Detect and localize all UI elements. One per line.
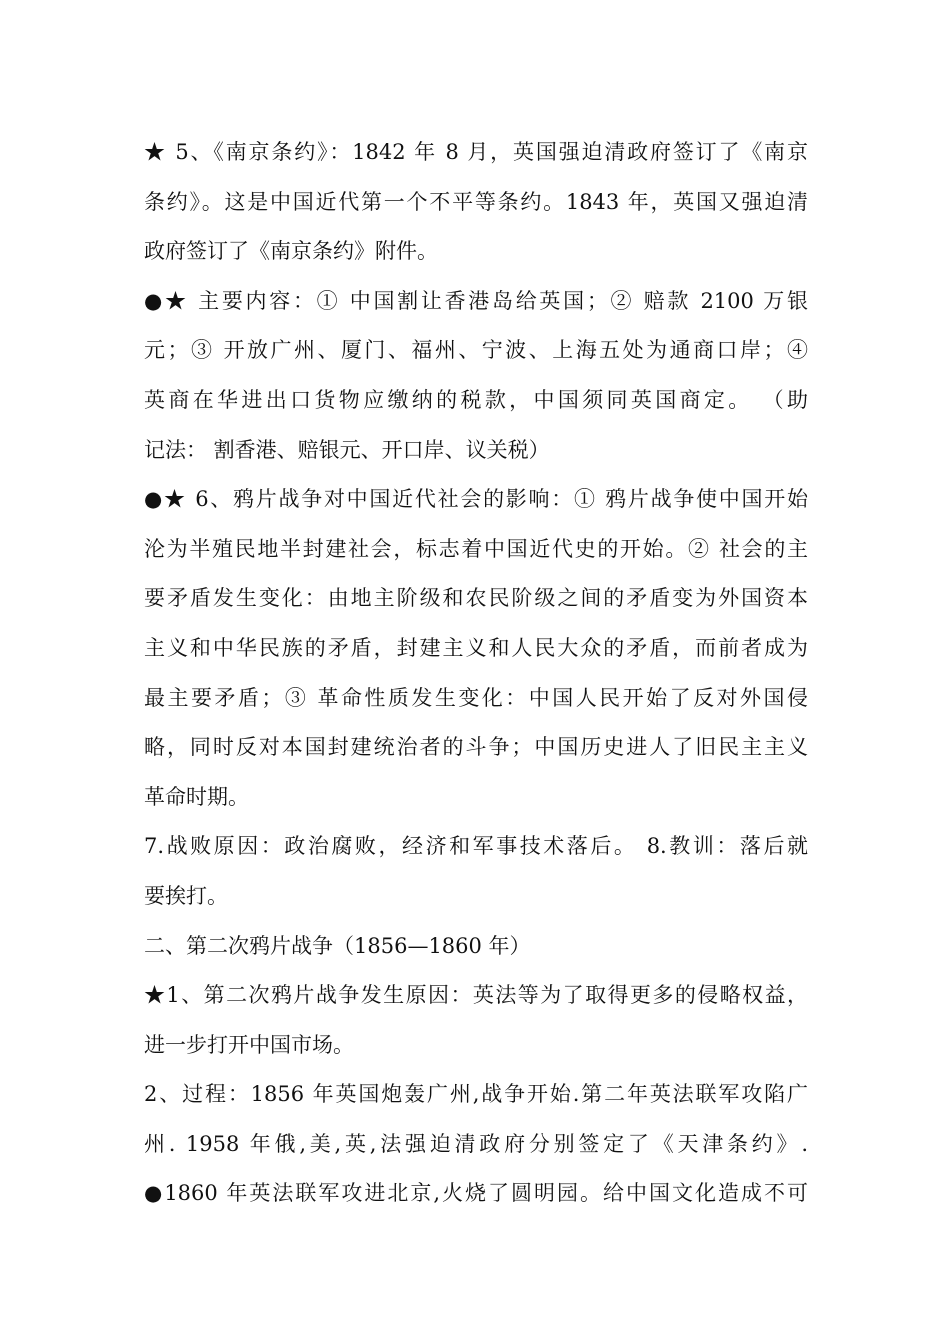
text-line: ●★ 主要内容：① 中国割让香港岛给英国；② 赔款 2100 万银 (144, 288, 808, 313)
paragraph-defeat-reasons (144, 822, 808, 921)
text-line: ★1、第二次鸦片战争发生原因：英法等为了取得更多的侵略权益， (144, 983, 808, 1008)
text-line: ★ 5、《南京条约》：1842 年 8 月，英国强迫清政府签订了《南京 (144, 140, 808, 164)
text-line: 沦为半殖民地半封建社会，标志着中国近代史的开始。② 社会的主 (144, 536, 808, 561)
text-line: 进一步打开中国市场。 (144, 1032, 354, 1057)
text-line: 元；③ 开放广州、厦门、福州、宁波、上海五处为通商口岸；④ (144, 338, 808, 363)
text-line: 主义和中华民族的矛盾，封建主义和人民大众的矛盾，而前者成为 (144, 635, 808, 660)
text-line: 2、过程：1856 年英国炮轰广州,战争开始.第二年英法联军攻陷广 (144, 1082, 808, 1107)
document-body (144, 128, 808, 1219)
text-line: ●1860 年英法联军攻进北京,火烧了圆明园。给中国文化造成不可 (144, 1181, 808, 1206)
text-line: 要矛盾发生变化：由地主阶级和农民阶级之间的矛盾变为外国资本 (144, 586, 808, 611)
text-line: 条约》。这是中国近代第一个不平等条约。1843 年，英国又强迫清 (144, 189, 808, 214)
text-line: 二、第二次鸦片战争（1856—1860 年） (144, 933, 531, 958)
text-line: 7.战败原因：政治腐败，经济和军事技术落后。 8.教训：落后就 (144, 834, 808, 859)
text-line: 要挨打。 (144, 883, 228, 908)
section-heading-second-opium-war (144, 922, 808, 972)
text-line: 革命时期。 (144, 784, 249, 809)
text-line: 政府签订了《南京条约》附件。 (144, 239, 438, 264)
paragraph-second-war-process (144, 1070, 808, 1219)
text-line: 略，同时反对本国封建统治者的斗争；中国历史进人了旧民主主义 (144, 735, 808, 760)
text-line: 英商在华进出口货物应缴纳的税款，中国须同英国商定。 （助 (144, 387, 808, 412)
paragraph-war-impact (144, 475, 808, 822)
paragraph-nanjing-treaty (144, 128, 808, 277)
text-line: 最主要矛盾；③ 革命性质发生变化：中国人民开始了反对外国侵 (144, 685, 808, 710)
text-line: ●★ 6、鸦片战争对中国近代社会的影响：① 鸦片战争使中国开始 (144, 487, 808, 512)
text-line: 州. 1958 年俄,美,英,法强迫清政府分别签定了《天津条约》. (144, 1131, 808, 1156)
paragraph-main-content (144, 277, 808, 475)
text-line: 记法： 割香港、赔银元、开口岸、议关税） (144, 437, 550, 462)
paragraph-second-war-causes (144, 971, 808, 1070)
